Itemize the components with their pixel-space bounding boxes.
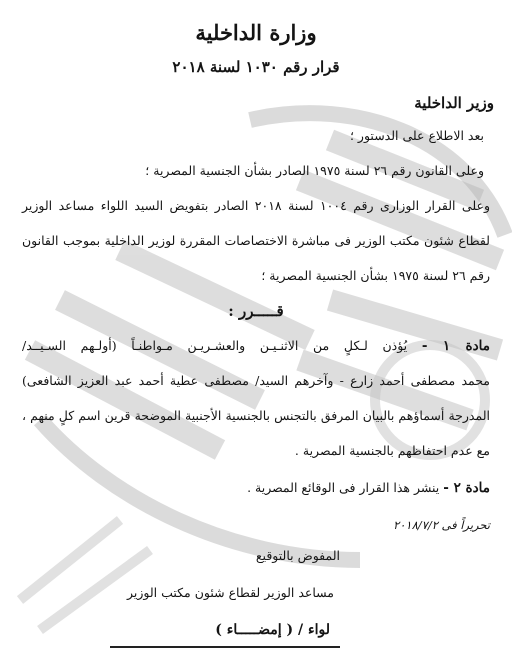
preamble-line-1: بعد الاطلاع على الدستور ؛ xyxy=(349,128,484,143)
article-2-text: ينشر هذا القرار فى الوقائع المصرية . xyxy=(247,480,440,495)
issuer-heading: وزير الداخلية xyxy=(414,94,494,112)
article-1-line-3: المدرجة أسماؤهم بالبيان المرفق بالتجنس بالجنسية الأجنبية الموضحة قرين اسم كلٍ منهم ، xyxy=(22,408,490,423)
preamble-line-4: لقطاع شئون مكتب الوزير فى مباشرة الاختصاصات المقررة لوزير الداخلية بموجب القانون xyxy=(22,233,490,248)
article-2-line xyxy=(247,480,490,496)
article-1-line-1 xyxy=(22,338,490,354)
preamble-line-2: وعلى القانون رقم ٢٦ لسنة ١٩٧٥ الصادر بشأن الجنسية المصرية ؛ xyxy=(145,163,484,178)
preamble-line-3: وعلى القرار الوزارى رقم ١٠٠٤ لسنة ٢٠١٨ الصادر بتفويض السيد اللواء مساعد الوزير xyxy=(22,198,490,213)
signature-title: مساعد الوزير لقطاع شئون مكتب الوزير xyxy=(126,585,334,600)
decided-heading: قـــــرر : xyxy=(228,302,284,320)
preamble-line-5: رقم ٢٦ لسنة ١٩٧٥ بشأن الجنسية المصرية ؛ xyxy=(261,268,490,283)
issue-date: تحريراً فى ٢٠١٨/٧/٢ xyxy=(393,518,490,532)
article-2-label: مادة ٢ - xyxy=(443,480,490,496)
ministry-title: وزارة الداخلية xyxy=(195,20,317,45)
signature-rank: لواء / ( إمضـــــاء ) xyxy=(215,622,330,638)
article-1-line-2: محمد مصطفى أحمد زارع - وآخرهم السيد/ مصطفى عطية أحمد عبد العزيز الشافعى) xyxy=(22,373,490,388)
article-1-text: يُؤذن لـكلٍ من الاثنـيـن والعشـريـن مـواطنـاً (أولـهم السـيــد/ xyxy=(22,338,408,353)
decree-number: قرار رقم ١٠٣٠ لسنة ٢٠١٨ xyxy=(172,58,340,76)
signature-authorized: المفوض بالتوقيع xyxy=(255,548,340,563)
article-1-line-4: مع عدم احتفاظهم بالجنسية المصرية . xyxy=(294,443,490,458)
article-1-label: مادة ١ - xyxy=(421,338,490,354)
